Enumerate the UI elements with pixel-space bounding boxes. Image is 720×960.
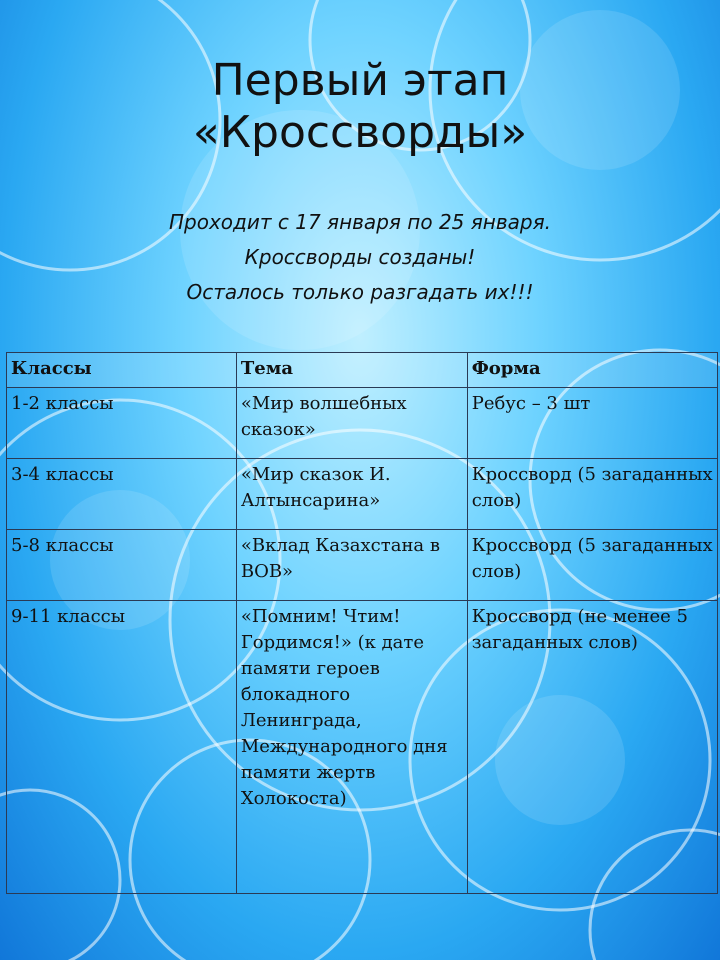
- subtitle-line-3: Осталось только разгадать их!!!: [186, 280, 534, 304]
- cell-form: Кроссворд (5 загаданных слов): [467, 530, 717, 601]
- table-row: [7, 530, 718, 601]
- cell-classes: 3-4 классы: [7, 459, 237, 530]
- cell-classes: 9-11 классы: [7, 601, 237, 894]
- cell-theme: «Вклад Казахстана в ВОВ»: [236, 530, 467, 601]
- title-line-2: «Кроссворды»: [192, 107, 528, 158]
- title-line-1: Первый этап: [211, 55, 509, 106]
- table-row: [7, 459, 718, 530]
- schedule-table: [6, 352, 718, 894]
- cell-theme: «Помним! Чтим! Гордимся!» (к дате памяти героев блокадного Ленинграда, Международного дня памяти жертв Холокоста): [236, 601, 467, 894]
- table-row: [7, 388, 718, 459]
- header-theme: Тема: [236, 353, 467, 388]
- slide-subtitle: [0, 205, 720, 310]
- table-header-row: [7, 353, 718, 388]
- cell-classes: 5-8 классы: [7, 530, 237, 601]
- slide-title: [0, 55, 720, 159]
- subtitle-line-1: Проходит с 17 января по 25 января.: [169, 210, 551, 234]
- cell-classes: 1-2 классы: [7, 388, 237, 459]
- header-classes: Классы: [7, 353, 237, 388]
- subtitle-line-2: Кроссворды созданы!: [244, 245, 476, 269]
- cell-theme: «Мир волшебных сказок»: [236, 388, 467, 459]
- cell-theme: «Мир сказок И. Алтынсарина»: [236, 459, 467, 530]
- cell-form: Кроссворд (не менее 5 загаданных слов): [467, 601, 717, 894]
- cell-form: Кроссворд (5 загаданных слов): [467, 459, 717, 530]
- cell-form: Ребус – 3 шт: [467, 388, 717, 459]
- header-form: Форма: [467, 353, 717, 388]
- table-row: [7, 601, 718, 894]
